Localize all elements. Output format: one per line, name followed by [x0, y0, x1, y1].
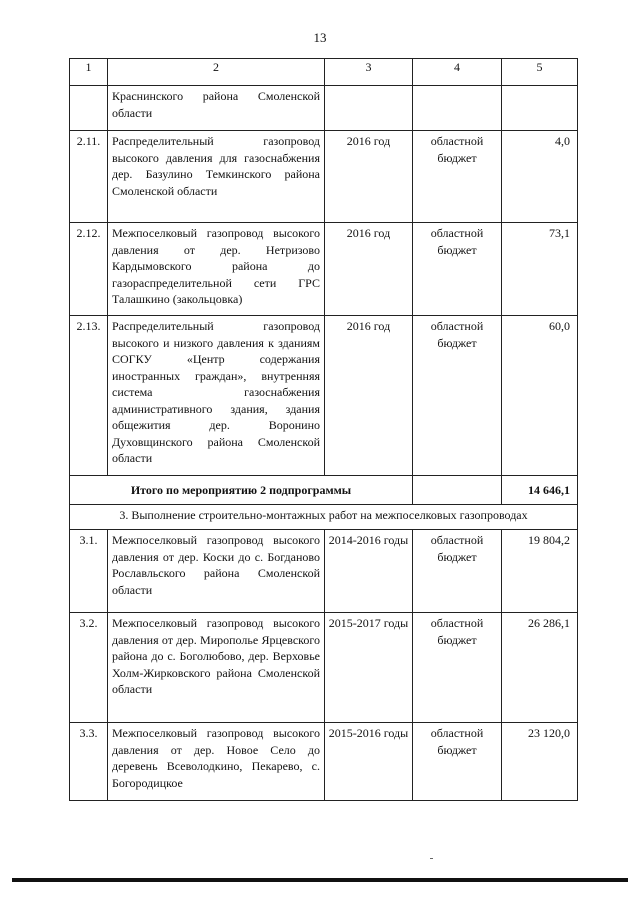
year-cell: 2016 год	[325, 223, 413, 316]
program-table	[69, 58, 578, 801]
bottom-rule	[12, 878, 628, 882]
header-cell: 4	[413, 59, 502, 86]
num-cell: 2.13.	[70, 316, 108, 476]
desc-cell: Межпоселковый газопровод высокого давления от дер. Нетризово Кардымовского района до газораспределительной сети ГРС Талашкино (закольцовка)	[108, 223, 325, 316]
desc-cell: Краснинского района Смоленской области	[108, 86, 325, 131]
table-header-row	[70, 59, 578, 86]
desc-cell: Межпоселковый газопровод высокого давления от дер. Мирополье Ярцевского района до с. Боголюбово, дер. Верховье Холм-Жирковского района Смоленской области	[108, 613, 325, 723]
num-cell	[70, 86, 108, 131]
header-cell: 2	[108, 59, 325, 86]
year-cell: 2014-2016 годы	[325, 530, 413, 613]
year-cell: 2016 год	[325, 131, 413, 223]
header-cell: 1	[70, 59, 108, 86]
num-cell: 3.3.	[70, 723, 108, 801]
page-number: 13	[313, 30, 327, 45]
table-row	[70, 223, 578, 316]
source-cell: областной бюджет	[413, 613, 502, 723]
source-cell: областной бюджет	[413, 223, 502, 316]
empty-cell	[413, 476, 502, 505]
source-cell: областной бюджет	[413, 131, 502, 223]
source-cell: областной бюджет	[413, 530, 502, 613]
source-cell: областной бюджет	[413, 316, 502, 476]
num-cell: 2.11.	[70, 131, 108, 223]
year-cell: 2016 год	[325, 316, 413, 476]
amount-cell: 60,0	[502, 316, 578, 476]
table-row	[70, 86, 578, 131]
desc-cell: Распределительный газопровод высокого давления для газоснабжения дер. Базулино Темкинского района Смоленской области	[108, 131, 325, 223]
desc-cell: Распределительный газопровод высокого и низкого давления к зданиям СОГКУ «Центр содержания иностранных граждан», внутренняя система газоснабжения административного здания, здания общежития дер. Воронино Духовщинского района Смоленской области	[108, 316, 325, 476]
header-cell: 3	[325, 59, 413, 86]
year-cell: 2015-2017 годы	[325, 613, 413, 723]
year-cell: 2015-2016 годы	[325, 723, 413, 801]
total-amount: 14 646,1	[502, 476, 578, 505]
empty-cell	[413, 86, 502, 131]
total-row	[70, 476, 578, 505]
amount-cell: 19 804,2	[502, 530, 578, 613]
section-title: 3. Выполнение строительно-монтажных работ на межпоселковых газопроводах	[70, 505, 578, 530]
table-row	[70, 530, 578, 613]
desc-cell: Межпоселковый газопровод высокого давления от дер. Коски до с. Богданово Рославльского района Смоленской области	[108, 530, 325, 613]
table-row	[70, 613, 578, 723]
section-row	[70, 505, 578, 530]
num-cell: 3.2.	[70, 613, 108, 723]
num-cell: 3.1.	[70, 530, 108, 613]
table-row	[70, 723, 578, 801]
scan-mark	[430, 858, 433, 859]
header-cell: 5	[502, 59, 578, 86]
desc-cell: Межпоселковый газопровод высокого давления от дер. Новое Село до деревень Всеволодкино, Пекарево, с. Богородицкое	[108, 723, 325, 801]
num-cell: 2.12.	[70, 223, 108, 316]
amount-cell: 26 286,1	[502, 613, 578, 723]
table-row	[70, 131, 578, 223]
total-label: Итого по мероприятию 2 подпрограммы	[70, 476, 413, 505]
amount-cell: 23 120,0	[502, 723, 578, 801]
empty-cell	[325, 86, 413, 131]
amount-cell: 73,1	[502, 223, 578, 316]
amount-cell: 4,0	[502, 131, 578, 223]
source-cell: областной бюджет	[413, 723, 502, 801]
table-row	[70, 316, 578, 476]
empty-cell	[502, 86, 578, 131]
